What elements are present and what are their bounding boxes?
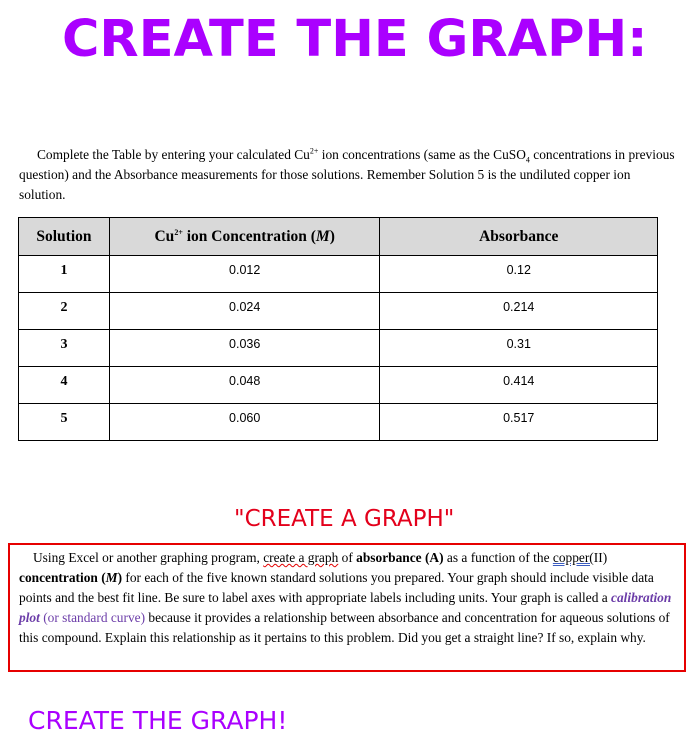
- table-header-row: [19, 218, 658, 256]
- header-conc-close: ): [329, 227, 335, 245]
- instr-calibration-plot: calibration plot: [19, 590, 672, 625]
- header-solution: Solution: [19, 218, 110, 256]
- header-concentration: [109, 218, 380, 256]
- header-conc-unit: M: [315, 227, 330, 245]
- instr-text: II): [593, 550, 608, 565]
- header-conc-sup: 2+: [174, 227, 183, 237]
- cell-concentration[interactable]: 0.048: [109, 367, 380, 404]
- cell-solution: 5: [19, 404, 110, 441]
- cell-solution: 4: [19, 367, 110, 404]
- header-conc-text: ion Concentration (: [182, 227, 316, 245]
- instr-text: for each of the five known standard solutions you prepared. Your graph should include visible data points and the best fit line. Be sure to label axes with appropriate labels including units. Your graph is called a: [19, 570, 654, 605]
- table-row: [19, 367, 658, 404]
- instructions-paragraph: [19, 548, 681, 648]
- bottom-title: CREATE THE GRAPH!: [28, 706, 288, 735]
- header-conc-prefix: Cu: [154, 227, 175, 245]
- cell-concentration[interactable]: 0.012: [109, 256, 380, 293]
- cell-absorbance[interactable]: 0.214: [380, 293, 658, 330]
- instr-conc-close: ): [117, 570, 123, 585]
- instr-create-graph: create a graph: [263, 550, 339, 565]
- cell-absorbance[interactable]: 0.31: [380, 330, 658, 367]
- instr-conc-unit: M: [105, 570, 118, 585]
- intro-text: Complete the Table by entering your calculated Cu: [37, 147, 310, 162]
- data-table: [18, 217, 658, 441]
- cell-solution: 3: [19, 330, 110, 367]
- table-row: [19, 293, 658, 330]
- intro-text: ion concentrations (same as the CuSO: [318, 147, 526, 162]
- instr-concentration: [19, 570, 122, 585]
- instr-absorbance: absorbance (A): [356, 550, 444, 565]
- instr-text: as a function of the: [443, 550, 553, 565]
- instr-text: because it provides a relationship between absorbance and concentration for aqueous solutions of this compound. Explain this relationship as it pertains to this problem. Did you get a straight line? If so, explain why.: [19, 610, 670, 645]
- page-title: CREATE THE GRAPH:: [62, 10, 648, 69]
- cell-absorbance[interactable]: 0.517: [380, 404, 658, 441]
- instr-standard-curve: (or standard curve): [39, 610, 146, 625]
- instr-conc-label: concentration (: [19, 570, 106, 585]
- intro-subscript: 4: [525, 155, 530, 165]
- intro-text: concentrations in previous question) and the Absorbance measurements for those solutions. Remember Solution 5 is the undiluted copper ion solution.: [19, 147, 675, 202]
- cell-absorbance[interactable]: 0.12: [380, 256, 658, 293]
- section-subtitle: "CREATE A GRAPH": [234, 506, 455, 532]
- cell-solution: 2: [19, 293, 110, 330]
- cell-absorbance[interactable]: 0.414: [380, 367, 658, 404]
- cell-concentration[interactable]: 0.024: [109, 293, 380, 330]
- instr-copper: copper(: [552, 550, 594, 565]
- table-row: [19, 404, 658, 441]
- intro-superscript: 2+: [309, 146, 319, 156]
- header-absorbance: Absorbance: [380, 218, 658, 256]
- table-row: [19, 330, 658, 367]
- table-row: [19, 256, 658, 293]
- cell-solution: 1: [19, 256, 110, 293]
- intro-paragraph: [19, 145, 679, 205]
- cell-concentration[interactable]: 0.036: [109, 330, 380, 367]
- instr-text: of: [338, 550, 357, 565]
- instr-text: Using Excel or another graphing program,: [33, 550, 264, 565]
- cell-concentration[interactable]: 0.060: [109, 404, 380, 441]
